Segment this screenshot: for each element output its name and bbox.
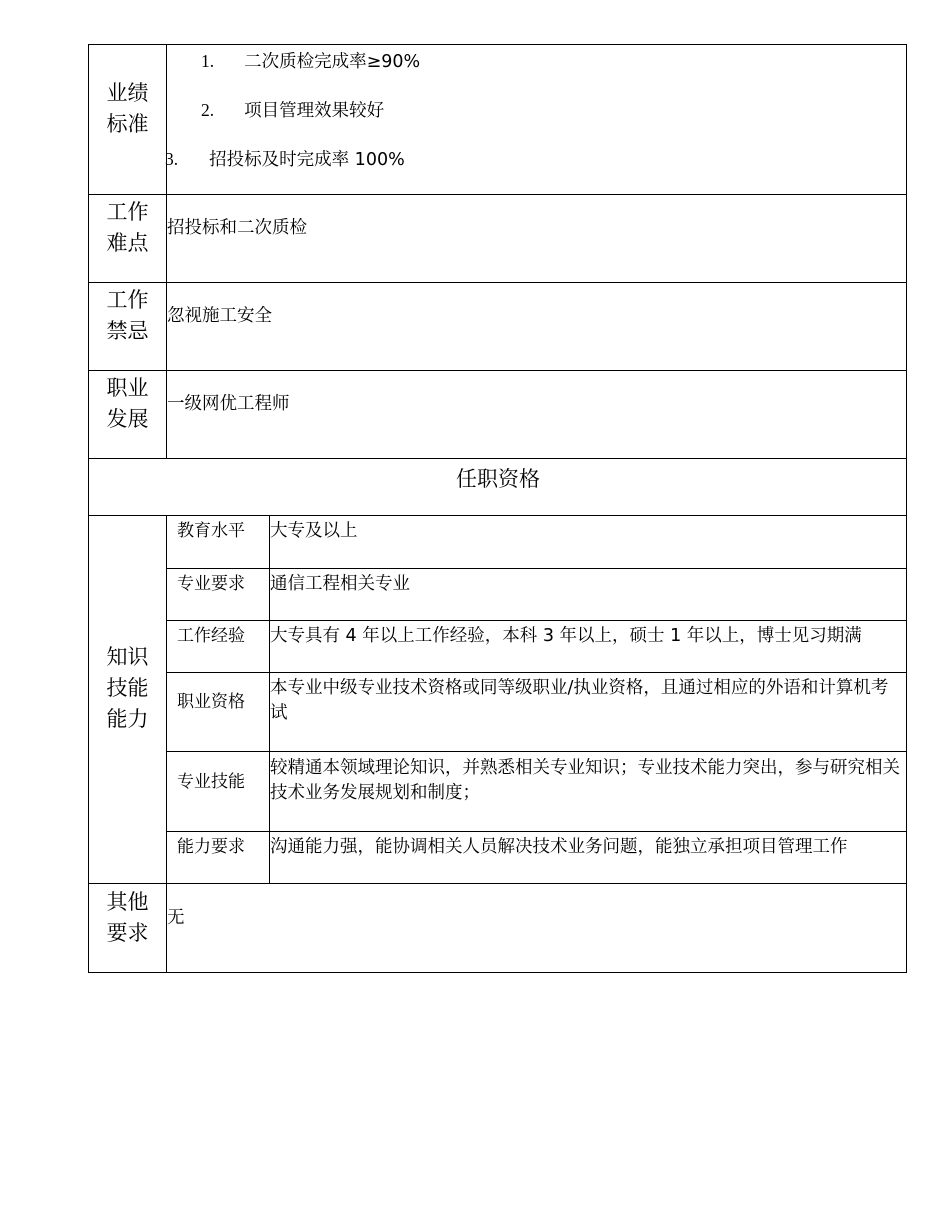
- other-label: 其他 要求: [106, 890, 149, 945]
- career-value: 一级网优工程师: [167, 394, 290, 414]
- education-value: 大专及以上: [270, 521, 358, 541]
- taboo-label: 工作 禁忌: [106, 288, 149, 343]
- job-description-table: [88, 44, 907, 973]
- row-divider: [89, 458, 907, 459]
- subrow-divider: [166, 831, 907, 832]
- certification-value: 本专业中级专业技术资格或同等级职业/执业资格，且通过相应的外语和计算机考试: [270, 678, 889, 723]
- difficulty-label: 工作 难点: [106, 200, 149, 255]
- subrow-divider: [166, 620, 907, 621]
- row-divider: [89, 370, 907, 371]
- education-label: 教育水平: [177, 521, 245, 541]
- subrow-divider: [166, 672, 907, 673]
- difficulty-value: 招投标和二次质检: [167, 218, 307, 238]
- subrow-divider: [166, 751, 907, 752]
- experience-value: 大专具有 4 年以上工作经验，本科 3 年以上，硕士 1 年以上，博士见习期满: [270, 626, 862, 646]
- ability-label: 能力要求: [177, 837, 245, 857]
- experience-label: 工作经验: [177, 626, 245, 646]
- other-value: 无: [167, 908, 185, 928]
- career-label: 职业 发展: [106, 376, 149, 431]
- taboo-value: 忽视施工安全: [167, 306, 272, 326]
- certification-label: 职业资格: [177, 692, 245, 712]
- column-divider: [166, 515, 167, 972]
- major-label: 专业要求: [177, 574, 245, 594]
- major-value: 通信工程相关专业: [270, 574, 410, 594]
- row-divider: [89, 515, 907, 516]
- skills-label: 专业技能: [177, 772, 245, 792]
- ability-value: 沟通能力强，能协调相关人员解决技术业务问题，能独立承担项目管理工作: [270, 837, 848, 857]
- qualification-heading: 任职资格: [456, 467, 540, 491]
- knowledge-skill-ability-label: 知识 技能 能力: [106, 645, 149, 731]
- performance-item-3: 3. 招投标及时完成率 100%: [165, 149, 405, 170]
- skills-value: 较精通本领域理论知识，并熟悉相关专业知识；专业技术能力突出，参与研究相关技术业务发展规划和制度；: [270, 758, 900, 803]
- subrow-divider: [166, 568, 907, 569]
- row-divider: [89, 194, 907, 195]
- performance-item-2: 2. 项目管理效果较好: [201, 100, 385, 121]
- row-divider: [89, 883, 907, 884]
- performance-label: 业绩 标准: [106, 81, 149, 136]
- row-divider: [89, 282, 907, 283]
- performance-item-1: 1. 二次质检完成率≥90%: [201, 51, 421, 72]
